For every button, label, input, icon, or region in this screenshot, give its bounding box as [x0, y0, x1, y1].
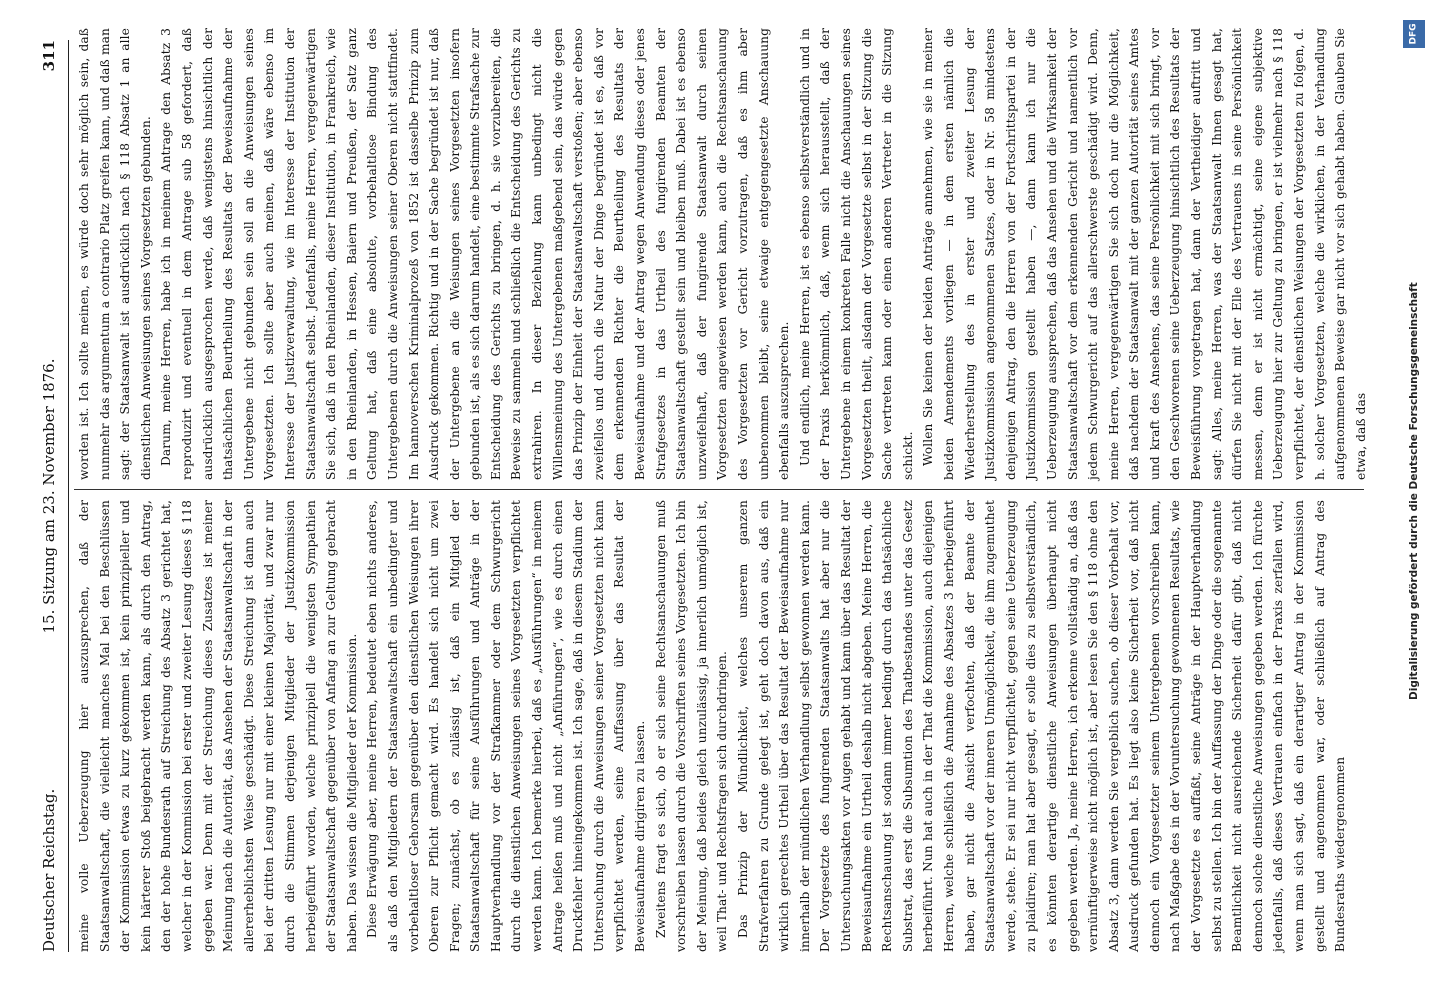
paragraph: Darum, meine Herren, habe ich in meinem Antrage den Absatz 3 reproduzirt und eventuell in dem Antrage sub 58 gefordert, daß ausdrücklich ausgesprochen werde, daß wenigstens hinsichtlich der thatsächlichen Beurtheilung des Resultats der Beweisaufnahme der Untergebene nicht gebunden sein soll an die Anweisungen seines Vorgesetzten. Ich sollte aber auch meinen, daß wäre ebenso im Interesse der Justizverwaltung, wie im Interesse der Institution der Staatsanwaltschaft selbst. Jedenfalls, meine Herren, vergegenwärtigen Sie sich, daß in den Rheinlanden, dieser Institution, in Frankreich, wie in den Rheinlanden, in Hessen, Baiern und Preußen, der Satz ganz Geltung hat, daß eine absolute, vorbehaltlose Bindung des Untergebenen durch die Anweisungen seiner Oberen nicht stattfindet. Im hannoverschen Kriminalprozeß von 1852 ist dasselbe Prinzip zum Ausdruck gekommen. Richtig und in der Sache begründet ist nur, daß der Untergebene an die Weisungen seines Vorgesetzten insofern gebunden ist, als es sich darum handelt, eine bestimmte Strafsache zur Entscheidung des Gerichts zu bringen, d. h. sie vorzubereiten, die Beweise zu sammeln und schließlich die Entscheidung des Gerichts zu extrahiren. In dieser Beziehung kann unbedingt nicht die Willensmeinung des Untergebenen maßgebend sein, das würde gegen das Prinzip der Einheit der Staatsanwaltschaft verstoßen; aber ebenso zweifellos und durch die Natur der Dinge begründet ist es, daß vor dem erkennenden Richter die Beurtheilung des Resultats der Beweisaufnahme und der Antrag wegen Anwendung dieses oder jenes Strafgesetzes in das Urtheil des fungirenden Beamten der Staatsanwaltschaft gestellt sein und bleiben muß. Dabei ist es ebenso unzweifelhaft, daß der fungirende Staatsanwalt durch seinen Vorgesetzten angewiesen werden kann, auch die Rechtsanschauung des Vorgesetzten vor Gericht vorzutragen, daß es ihm aber unbenommen bleibt, seine etwaige entgegengesetzte Anschauung ebenfalls auszusprechen. — [159, 28, 792, 480]
page-number: 311 — [40, 40, 58, 72]
rotated-page — [40, 20, 1400, 980]
paragraph: worden ist. Ich sollte meinen, es würde doch sehr möglich sein, daß nunmehr das argumentum a contrario Platz greifen kann, und daß man sagt: der Staatsanwalt ist ausdrücklich nach § 118 Absatz 1 an alle dienstlichen Anweisungen seines Vorgesetzten gebunden. — [77, 28, 153, 480]
paragraph: meine volle Ueberzeugung hier auszusprechen, daß der Staatsanwaltschaft, die vielleicht manches Mal bei den Beschlüssen der Kommission etwas zu kurz gekommen ist, kein prinzipieller und kein härterer Stoß beigebracht werden kann, als durch den Antrag, den der hohe Bundesrath auf Streichung des Absatz 3 gerichtet hat, welcher in der Kommission bei erster und zweiter Lesung dieses § 118 gegeben war. Denn mit der Streichung dieses Zusatzes ist meiner Meinung nach die Autorität, das Ansehen der Staatsanwaltschaft in der allererheblichsten Weise geschädigt. Diese Streichung ist dann auch bei der dritten Lesung nur mit einer kleinen Majorität, und zwar nur durch die Stimmen derjenigen Mitglieder der Justizkommission herbeigeführt worden, welche prinzipiell die wenigsten Sympathien der Staatsanwaltschaft gegenüber von Anfang an zur Geltung gebracht haben. Das wissen die Mitglieder der Kommission. — [77, 500, 359, 952]
header-rule — [68, 40, 69, 952]
text-column-left — [74, 500, 1354, 952]
paragraph: Diese Erwägung aber, meine Herren, bedeutet eben nichts anderes, als daß den Mitgliedern der Staatsanwaltschaft ein unbedingter und vorbehaltloser Gehorsam gegenüber den dienstlichen Weisungen ihrer Oberen zur Pflicht gemacht wird. Es handelt sich nicht um zwei Fragen; zunächst, ob es zulässig ist, daß ein Mitglied der Staatsanwaltschaft für seine Ausführungen und Anträge in der Hauptverhandlung vor der Strafkammer oder dem Schwurgericht durch die dienstlichen Anweisungen seines Vorgesetzten verpflichtet werden kann. Ich bemerke hierbei, daß es „Ausführungen“ in meinem Antrage heißen muß und nicht „Anführungen“, wie es durch einen Druckfehler hineingekommen ist. Ich sage, daß in diesem Stadium der Untersuchung durch die Anweisungen seiner Vorgesetzten nicht kann verpflichtet werden, seine Auffassung über das Resultat der Beweisaufnahme dirigiren zu lassen. — [365, 500, 648, 952]
running-head-left: Deutscher Reichstag. — [40, 788, 58, 952]
running-head — [40, 40, 66, 952]
column-rule — [74, 489, 1364, 490]
paragraph: Das Prinzip der Mündlichkeit, welches unserem ganzen Strafverfahren zu Grunde gelegt ist, geht doch davon aus, daß ein wirklich gerechtes Urtheil über das Resultat der Beweisaufnahme nur innerhalb der mündlichen Verhandlung selbst gewonnen werden kann. Der Vorgesetzte des fungirenden Staatsanwalts hat aber nur die Untersuchungsakten vor Augen gehabt und kann über das Resultat der Beweisaufnahme ein Urtheil deshalb nicht abgeben. Meine Herren, die Rechtsanschauung ist sodann immer bedingt durch das thatsächliche Substrat, das erst die Subsumtion des Thatbestandes unter das Gesetz herbeiführt. Nun hat auch in der That die Kommission, auch diejenigen Herren, welche schließlich die Annahme des Absatzes 3 herbeigeführt haben, gar nicht die Ansicht verfochten, daß der Beamte der Staatsanwaltschaft vor der inneren Unmöglichkeit, die ihm zugemuthet werde, stehe. Er sei nur nicht verpflichtet, gegen seine Ueberzeugung zu plaidiren; man hat aber gesagt, er solle dies zu selbstverständlich, es könnten derartige dienstliche Anweisungen überhaupt nicht gegeben werden. Ja, meine Herren, ich erkenne vollständig an, daß das vernünftigerweise nicht möglich ist, aber lesen Sie den § 118 ohne den Absatz 3, dann werden Sie vergeblich suchen, ob dieser Vorbehalt vor, Ausdruck gefunden hat. Es liegt also keine Sicherheit vor, daß nicht dennoch ein Vorgesetzter seinem Untergebenen vorschreiben kann, nach Maßgabe des in der Voruntersuchung gewonnenen Resultats, wie der Vorgesetzte es auffaßt, seine Anträge in der Hauptverhandlung selbst zu stellen. Ich bin der Auffassung der Dinge oder die sogenannte Beamtlichkeit nicht ausreichende Sicherheit dafür gibt, daß nicht dennoch solche dienstliche Anweisungen gegeben werden. Ich fürchte jedenfalls, daß dieses Vertrauen einfach in der Praxis zerfallen wird, wenn man sich sagt, daß ein derartiger Antrag in der Kommission gestellt und angenommen war, oder schließlich auf Antrag des Bundesraths wiedergenommen — [736, 500, 1348, 952]
text-column-right — [74, 28, 1368, 480]
paragraph: Zweitens fragt es sich, ob er sich seine Rechtsanschauungen muß vorschreiben lassen durch die Vorschriften seines Vorgesetzten. Ich bin der Meinung, daß beides gleich unzulässig, ja innerlich unmöglich ist, weil That- und Rechtsfragen sich durchdringen. — [653, 500, 730, 952]
running-head-center: 15. Sitzung am 23. November 1876. — [40, 358, 58, 634]
digitization-note — [1402, 20, 1426, 700]
dfg-logo: DFG — [1403, 20, 1425, 48]
paragraph: Und endlich, meine Herren, ist es ebenso selbstverständlich und in der Praxis herkömmlich, daß, wenn sich herausstellt, daß der Untergebene in einem konkreten Falle nicht die Anschauungen seines Vorgesetzten theilt, alsdann der Vorgesetzte selbst in der Sitzung die Sache vertreten kann oder einen anderen Vertreter in die Sitzung schickt. — [797, 28, 915, 480]
paragraph: Wollen Sie keinen der beiden Anträge annehmen, wie sie in meiner beiden Amendements vorliegen — in dem ersten nämlich die Wiederherstellung des in erster und zweiter Lesung der Justizkommission angenommenen Satzes, oder in Nr. 58 mindestens denjenigen Antrag, den die Herren von der Fortschrittspartei in der Justizkommission gestellt haben —, dann kann ich nur die Ueberzeugung aussprechen, daß das Ansehen und die Wirksamkeit der Staatsanwaltschaft vor dem erkennenden Gericht und namentlich vor jedem Schwurgericht auf das allerschwerste geschädigt wird. Denn, meine Herren, vergegenwärtigen Sie sich doch nur die Möglichkeit, daß nachdem der Staatsanwalt mit der ganzen Autorität seines Amtes und kraft des Ansehens, das seine Persönlichkeit mit sich bringt, vor den Geschworenen seine Ueberzeugung hinsichtlich des Resultats der Beweisführung vorgetragen hat, dann der Vertheidiger auftritt und sagt: Alles, meine Herren, was der Staatsanwalt Ihnen gesagt hat, dürfen Sie nicht mit der Elle des Vertrauens in seine Persönlichkeit messen, denn er ist nicht ermächtigt, seine eigene subjektive Ueberzeugung hier zur Geltung zu bringen, er ist vielmehr nach § 118 verpflichtet, der dienstlichen Weisungen der Vorgesetzten zu folgen, d. h. solcher Vorgesetzten, welche die wirklichen, in der Verhandlung aufgenommenen Beweise gar nicht vor sich gehabt haben. Glauben Sie etwa, daß das — [921, 28, 1368, 480]
digitization-note-text: Digitalisierung gefördert durch die Deutsche Forschungsgemeinschaft — [1408, 282, 1420, 700]
